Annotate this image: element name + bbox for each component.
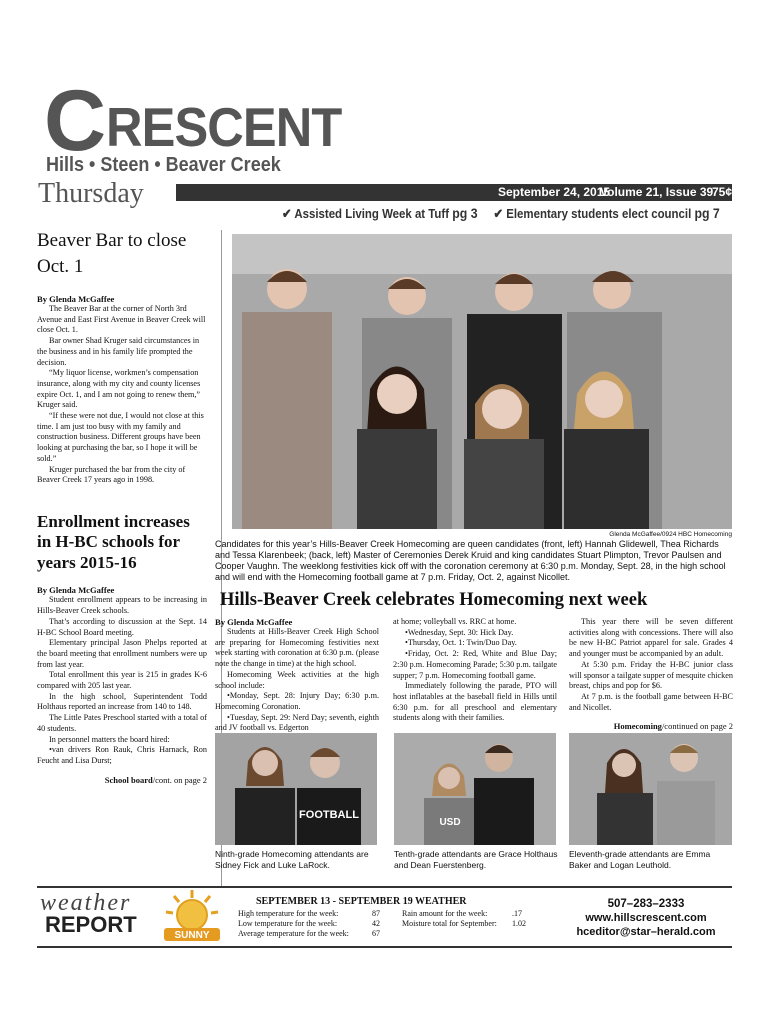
teaser-page: pg 7 <box>694 205 720 221</box>
paragraph: •van drivers Ron Rauk, Chris Harnack, Ron Feucht and Lisa Durst; <box>37 745 207 765</box>
paragraph: At 5:30 p.m. Friday the H-BC junior class will sponsor a tailgate supper of mesquite chicken breast, chips and pop for $6. <box>569 659 733 691</box>
eleventh-grade-photo <box>569 733 732 845</box>
masthead-initial: C <box>44 73 105 169</box>
sun-icon <box>160 888 224 944</box>
paragraph: The Beaver Bar at the corner of North 3rd Avenue and East First Avenue in Beaver Creek will close Oct. 1. <box>37 304 206 335</box>
paragraph: Bar owner Shad Kruger said circumstances in the business and in his family life prompted the decision. <box>37 336 200 367</box>
svg-text:USD: USD <box>439 817 461 828</box>
teaser-page: pg 3 <box>452 205 478 221</box>
paragraph: Student enrollment appears to be increasing in Hills-Beaver Creek schools. <box>37 595 207 616</box>
paragraph: This year there will be seven different activities along with concessions. There will also be new H-BC Patriot apparel for sale. Grades 4 and younger must be accompanied by an adult. <box>569 617 733 659</box>
photo-caption: Tenth-grade attendants are Grace Holthaus and Dean Fuerstenberg. <box>394 849 558 870</box>
tenth-grade-photo <box>394 733 556 845</box>
masthead-title: RESCENT <box>106 96 342 158</box>
teaser-bar <box>282 205 720 222</box>
paragraph: At 7 p.m. is the football game between H-BC and Nicollet. <box>569 691 733 712</box>
paragraph: at home; volleyball vs. RRC at home. <box>393 617 517 626</box>
issue-price: 75¢ <box>712 185 733 199</box>
paragraph: The Little Pates Preschool started with a total of 40 students. <box>37 713 207 733</box>
photo-caption: Ninth-grade Homecoming attendants are Sidney Fick and Luke LaRock. <box>215 849 369 870</box>
check-icon: ✔ <box>282 206 292 221</box>
photo-illustration <box>569 733 732 845</box>
photo-caption: Candidates for this year’s Hills-Beaver Creek Homecoming are queen candidates (front, left) Hannah Glidewell, Thea Richards and Tessa Klarenbeek; (back, left) Master of Ceremonies Derek Kruid and king candidates Stuart Plimpton, Trevor Paulsen and Cooper Vaughn. The weeklong festivities kick off with the coronation ceremony at 6:30 p.m. Monday, Sept. 28, in the high school and will end with the Homecoming football game at 7 p.m. Friday, Oct. 2, against Nicollet. <box>215 539 726 582</box>
issue-day: Thursday <box>38 178 144 209</box>
check-icon: ✔ <box>493 206 504 221</box>
article-body <box>37 304 207 486</box>
article-column-1 <box>215 617 379 734</box>
byline: By Glenda McGaffee <box>37 585 115 596</box>
paragraph: •Wednesday, Sept. 30: Hick Day. <box>405 627 514 637</box>
paragraph: In the high school, Superintendent Todd Holthaus reported an increase from 140 to 148. <box>37 691 207 712</box>
paragraph: Immediately following the parade, PTO will host inflatables at the baseball field in Hills until 6:30 p.m. for all preschool and elementary students along with their families. <box>393 681 557 723</box>
paragraph: Students at Hills-Beaver Creek High School are preparing for Homecoming festivities next week starting with coronation at 6:30 p.m. (please note the change in time) at the high school. <box>215 627 379 669</box>
paragraph: Elementary principal Jason Phelps reported at the board meeting that enrollment numbers were up from last year. <box>37 638 207 669</box>
divider <box>37 886 732 888</box>
paragraph: •Thursday, Oct. 1: Twin/Duo Day. <box>405 638 517 648</box>
article-body <box>37 595 207 766</box>
teaser-link[interactable]: Assisted Living Week at Tuff <box>294 206 450 221</box>
homecoming-court-photo <box>232 234 732 529</box>
email-link[interactable]: hceditor@star–herald.com <box>576 926 716 938</box>
paragraph: •Monday, Sept. 28: Injury Day; 6:30 p.m. Homecoming Coronation. <box>215 691 379 711</box>
paragraph: •Friday, Oct. 2: Red, White and Blue Day; 2:30 p.m. Homecoming Parade; 5:30 p.m. tailgate supper; 7 p.m. Homecoming football game. <box>393 649 557 680</box>
headline-homecoming[interactable]: Hills-Beaver Creek celebrates Homecoming next week <box>220 590 648 610</box>
continued-link[interactable]: Homecoming/continued on page 2 <box>613 721 733 732</box>
photo-caption: Eleventh-grade attendants are Emma Baker and Logan Leuthold. <box>569 849 711 870</box>
website-link[interactable]: www.hillscrescent.com <box>585 912 707 924</box>
weather-table-left: High temperature for the week: 87 Low temperature for the week: 42 Average temperature for the week: 67 <box>238 909 380 938</box>
dateline-bar <box>176 184 732 201</box>
byline: By Glenda McGaffee <box>37 294 115 304</box>
headline-beaver-bar[interactable]: Beaver Bar to close Oct. 1 <box>37 230 187 277</box>
weather-word: weather <box>40 890 132 916</box>
photo-credit: Glenda McGaffee/0924 HBC Homecoming <box>609 531 732 538</box>
contact-block <box>560 897 732 939</box>
paragraph: Homecoming Week activities at the high school include: <box>215 669 379 690</box>
divider <box>37 946 732 948</box>
issue-date: September 24, 2015 <box>498 185 611 199</box>
paragraph: That’s according to discussion at the Sept. 14 H-BC School Board meeting. <box>37 616 207 637</box>
photo-illustration <box>215 733 377 845</box>
sunny-badge: SUNNY <box>174 930 210 941</box>
byline: By Glenda McGaffee <box>215 617 293 627</box>
paragraph: “My liquor license, workmen’s compensation insurance, along with my city and county licenses expire Oct. 1, and I am not going to renew them,” Kruger said. <box>37 368 201 410</box>
photo-illustration <box>394 733 556 845</box>
photo-illustration <box>232 234 732 529</box>
paragraph: In personnel matters the board hired: <box>49 734 170 744</box>
paragraph: “If these were not due, I would not close at this time. I am just too busy with my family and construction business. Different groups have been looking at purchasing the bar, so I hope it will be sold.” <box>37 411 204 463</box>
paragraph: •Tuesday, Sept. 29: Nerd Day; seventh, eighth and JV football vs. Edgerton <box>215 712 379 733</box>
article-column-3 <box>569 617 733 731</box>
paragraph: Kruger purchased the bar from the city of Beaver Creek 17 years ago in 1998. <box>37 464 186 485</box>
masthead-subtitle: Hills • Steen • Beaver Creek <box>46 154 281 176</box>
issue-volume: Volume 21, Issue 39 <box>600 185 714 199</box>
teaser-link[interactable]: Elementary students elect council <box>506 206 692 221</box>
weather-table-right: Rain amount for the week: .17 Moisture total for September: 1.02 <box>402 909 526 928</box>
weather-report-label: REPORT <box>45 912 137 937</box>
paragraph: Total enrollment this year is 215 in grades K-6 compared with 205 last year. <box>37 670 207 691</box>
phone-number[interactable]: 507–283–2333 <box>607 898 685 910</box>
svg-text:FOOTBALL: FOOTBALL <box>299 809 359 821</box>
weather-title: SEPTEMBER 13 - SEPTEMBER 19 WEATHER <box>256 896 467 907</box>
ninth-grade-photo <box>215 733 377 845</box>
article-column-2 <box>393 617 557 724</box>
left-column <box>37 228 207 785</box>
headline-enrollment[interactable]: Enrollment increases in H-BC schools for years 2015-16 <box>37 511 190 572</box>
continued-link[interactable]: School board/cont. on page 2 <box>104 774 207 785</box>
